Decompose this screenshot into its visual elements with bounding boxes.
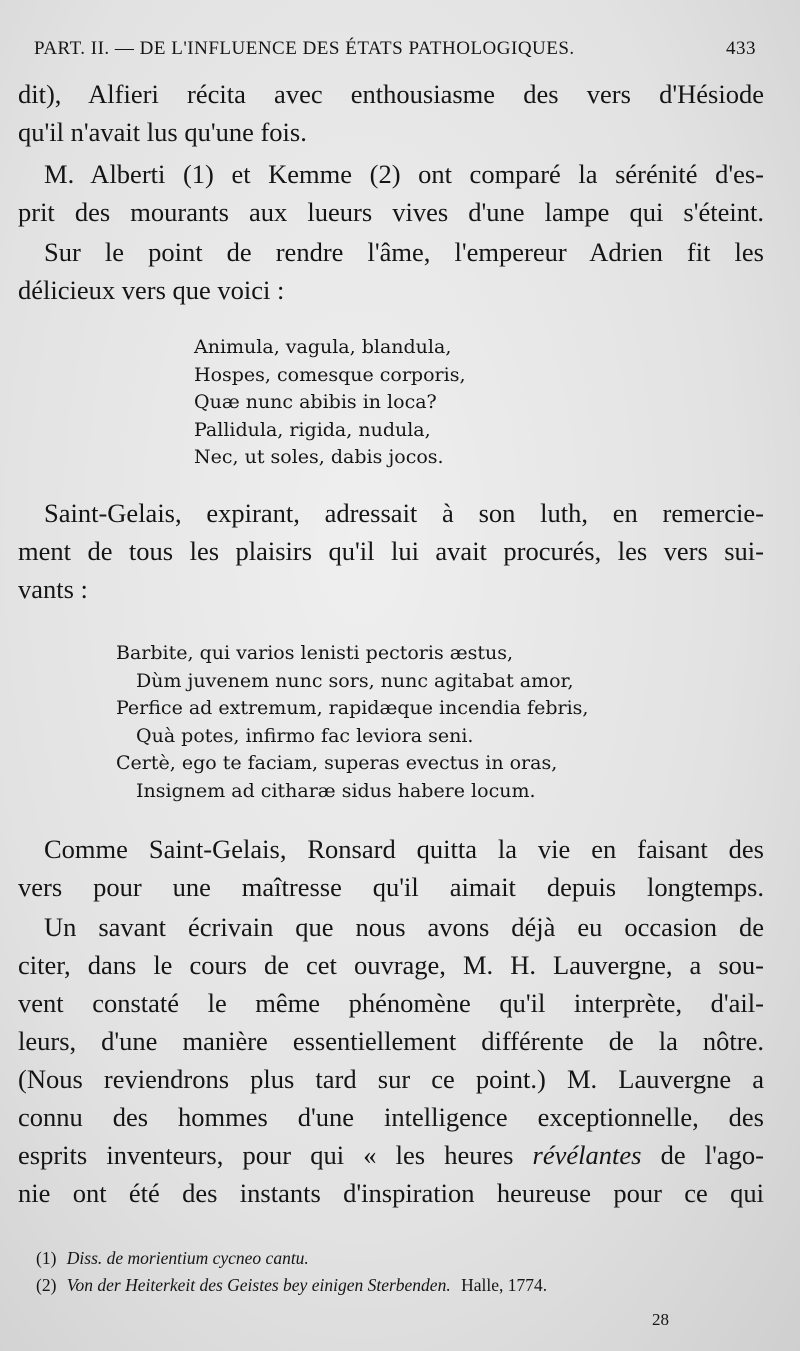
footnote-number: (2) [36, 1275, 57, 1295]
paragraph-alfieri [18, 75, 764, 151]
text-line: connu des hommes d'une intelligence exceptionnelle, des [18, 1102, 764, 1132]
paragraph-adrien [18, 233, 764, 309]
verse-line: Quà potes, infirmo fac leviora seni. [136, 724, 474, 747]
text-line: qu'il n'avait lus qu'une fois. [18, 117, 307, 147]
text-line: (Nous reviendrons plus tard sur ce point.) M. Lauvergne a [18, 1064, 764, 1094]
footnote-1 [36, 1245, 760, 1272]
verse-line: Certè, ego te faciam, superas evectus in oras, [116, 752, 558, 774]
signature-mark: 28 [652, 1310, 669, 1329]
footnote-number: (1) [36, 1248, 57, 1268]
text-line: M. Alberti (1) et Kemme (2) ont comparé la sérénité d'es- [44, 159, 764, 189]
page-number: 433 [726, 38, 756, 59]
footnote-text: Von der Heiterkeit des Geistes bey einigen Sterbenden. [66, 1275, 451, 1295]
running-title: PART. II. — DE L'INFLUENCE DES ÉTATS PATHOLOGIQUES. [34, 38, 575, 59]
text-line: citer, dans le cours de cet ouvrage, M. H. Lauvergne, a sou- [18, 950, 764, 980]
text-line: Sur le point de rendre l'âme, l'empereur Adrien fit les [44, 237, 764, 267]
verse-line: Insignem ad citharæ sidus habere locum. [136, 779, 536, 802]
verse-line: Nec, ut soles, dabis jocos. [194, 446, 444, 468]
verse-line: Animula, vagula, blandula, [194, 336, 452, 358]
text-line: vent constaté le même phénomène qu'il interprète, d'ail- [18, 988, 764, 1018]
verse-adrien [194, 334, 465, 472]
emphasis-text: révélantes [532, 1140, 642, 1170]
text-line: vers pour une maîtresse qu'il aimait depuis longtemps. [18, 872, 764, 902]
paragraph-saintgelais [18, 494, 764, 608]
text-line: dit), Alfieri récita avec enthousiasme des vers d'Hésiode [18, 79, 764, 109]
text-line: Saint-Gelais, expirant, adressait à son luth, en remercie- [44, 498, 764, 528]
text-line: Comme Saint-Gelais, Ronsard quitta la vie en faisant des [44, 834, 764, 864]
verse-line: Barbite, qui varios lenisti pectoris æstus, [116, 642, 514, 664]
verse-line: Pallidula, rigida, nudula, [194, 418, 431, 441]
footnote-2 [36, 1272, 760, 1299]
footnote-text: Diss. de morientium cycneo cantu. [66, 1248, 309, 1268]
text-line: ment de tous les plaisirs qu'il lui avait procurés, les vers sui- [18, 536, 764, 566]
text-line: prit des mourants aux lueurs vives d'une lampe qui s'éteint. [18, 197, 764, 227]
text-line: Un savant écrivain que nous avons déjà eu occasion de [44, 912, 764, 942]
verse-line: Dùm juvenem nunc sors, nunc agitabat amor, [136, 669, 574, 692]
verse-line: Quæ nunc abibis in loca? [194, 391, 437, 413]
footnote-tail: Halle, 1774. [461, 1275, 548, 1295]
paragraph-ronsard [18, 830, 764, 906]
text-fragment: esprits inventeurs, pour qui « les heures [18, 1140, 533, 1170]
text-fragment: de l'ago- [641, 1140, 764, 1170]
text-line: délicieux vers que voici : [18, 275, 285, 305]
verse-line: Perfice ad extremum, rapidæque incendia febris, [116, 697, 589, 719]
verse-saintgelais [116, 640, 588, 805]
text-line: nie ont été des instants d'inspiration heureuse pour ce qui [18, 1178, 764, 1208]
paragraph-alberti [18, 155, 764, 231]
running-header [34, 38, 756, 60]
verse-line: Hospes, comesque corporis, [194, 363, 466, 386]
text-line [18, 1136, 764, 1174]
text-line: vants : [18, 574, 88, 604]
text-line: leurs, d'une manière essentiellement différente de la nôtre. [18, 1026, 764, 1056]
paragraph-lauvergne [18, 908, 764, 1212]
